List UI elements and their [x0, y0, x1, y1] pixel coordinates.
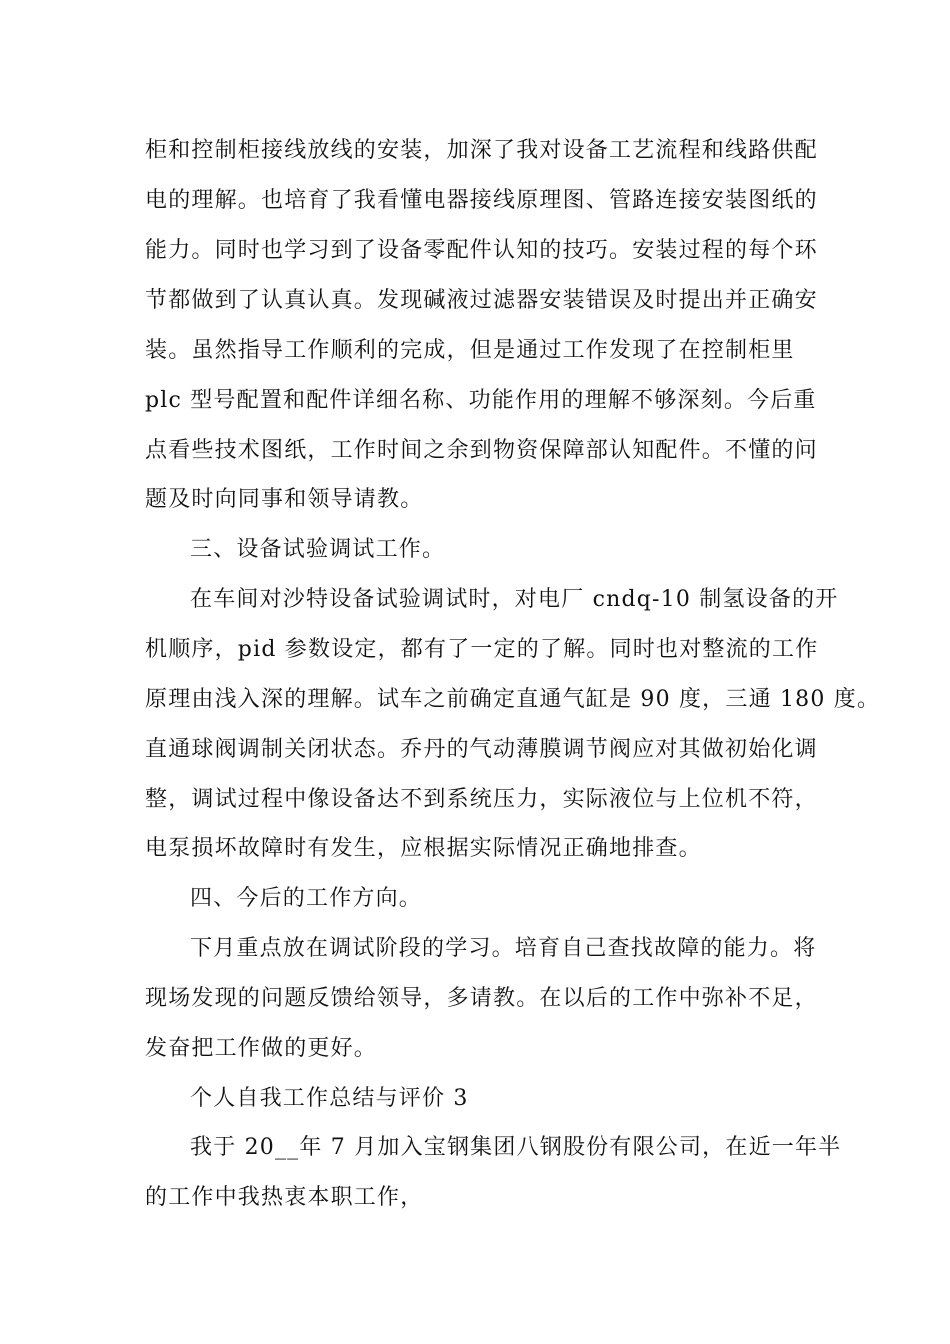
paragraph-line: 点看些技术图纸，工作时间之余到物资保障部认知配件。不懂的问 [145, 438, 818, 463]
paragraph-line: 机顺序，pid 参数设定，都有了一定的了解。同时也对整流的工作 [145, 637, 819, 662]
section-heading: 四、今后的工作方向。 [190, 886, 423, 911]
paragraph-line: 整，调试过程中像设备达不到系统压力，实际液位与上位机不符， [145, 787, 818, 812]
paragraph-line: 直通球阀调制关闭状态。乔丹的气动薄膜调节阀应对其做初始化调 [145, 737, 818, 762]
paragraph-line: 我于 20__年 7 月加入宝钢集团八钢股份有限公司，在近一年半 [190, 1135, 842, 1160]
paragraph-line: 的工作中我热衷本职工作， [145, 1185, 424, 1210]
paragraph-line: 装。虽然指导工作顺利的完成，但是通过工作发现了在控制柜里 [145, 338, 795, 363]
paragraph-line: plc 型号配置和配件详细名称、功能作用的理解不够深刻。今后重 [145, 388, 817, 413]
paragraph-line: 电泵损坏故障时有发生，应根据实际情况正确地排查。 [145, 836, 702, 861]
paragraph-line: 下月重点放在调试阶段的学习。培育自己查找故障的能力。将 [190, 936, 817, 961]
section-heading: 三、设备试验调试工作。 [190, 537, 446, 562]
paragraph-line: 电的理解。也培育了我看懂电器接线原理图、管路连接安装图纸的 [145, 188, 818, 213]
paragraph-line: 发奋把工作做的更好。 [145, 1036, 378, 1061]
paragraph-line: 现场发现的问题反馈给领导，多请教。在以后的工作中弥补不足， [145, 986, 818, 1011]
section-heading: 个人自我工作总结与评价 3 [190, 1086, 469, 1111]
paragraph-line: 节都做到了认真认真。发现碱液过滤器安装错误及时提出并正确安 [145, 288, 818, 313]
paragraph-line: 柜和控制柜接线放线的安装，加深了我对设备工艺流程和线路供配 [145, 138, 818, 163]
paragraph-line: 能力。同时也学习到了设备零配件认知的技巧。安装过程的每个环 [145, 238, 818, 263]
paragraph-line: 原理由浅入深的理解。试车之前确定直通气缸是 90 度，三通 180 度。 [145, 687, 881, 712]
paragraph-line: 在车间对沙特设备试验调试时，对电厂 cndq-10 制氢设备的开 [190, 587, 839, 612]
paragraph-line: 题及时向同事和领导请教。 [145, 487, 424, 512]
